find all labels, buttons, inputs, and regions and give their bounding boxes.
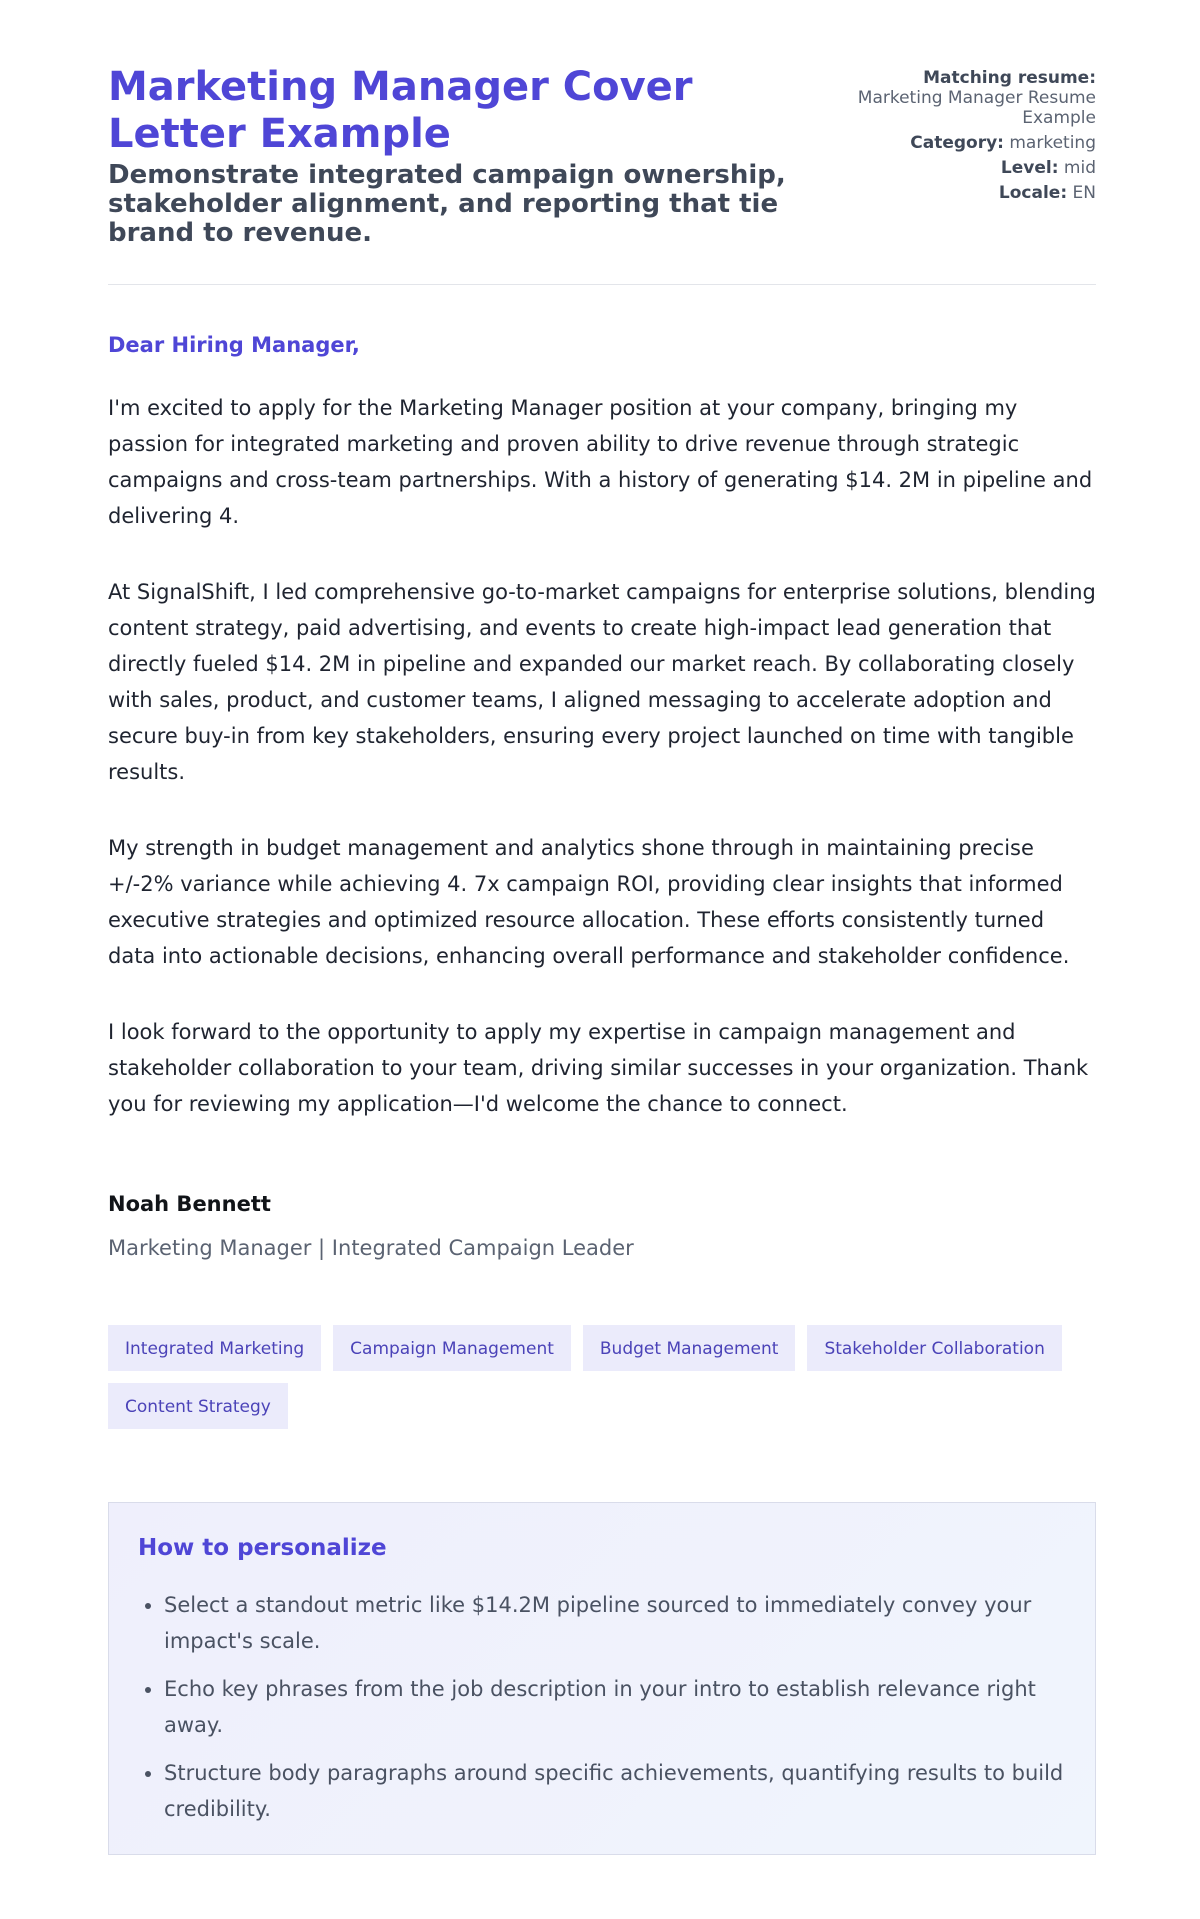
- meta-level: [836, 158, 1096, 178]
- meta-locale-label: Locale:: [998, 183, 1068, 203]
- meta-level-value: mid: [1063, 158, 1096, 178]
- tag-integrated-marketing[interactable]: Integrated Marketing: [108, 1325, 321, 1371]
- signature-title: Marketing Manager | Integrated Campaign Leader: [108, 1236, 634, 1260]
- page-subtitle: Demonstrate integrated campaign ownership, stakeholder alignment, and reporting that tie brand to revenue.: [108, 160, 786, 248]
- meta-matching-resume: [836, 68, 1096, 128]
- personalize-tips-box: [108, 1502, 1096, 1855]
- tips-item: • Echo key phrases from the job description in your intro to establish relevance right away.: [164, 1671, 1084, 1743]
- meta-panel: [836, 68, 1096, 208]
- meta-locale: [836, 183, 1096, 203]
- meta-category: [836, 133, 1096, 153]
- meta-matching-label: Matching resume:: [923, 68, 1096, 88]
- page-title: Marketing Manager Cover Letter Example: [108, 64, 693, 157]
- tag-budget-management[interactable]: Budget Management: [583, 1325, 796, 1371]
- skill-tags: [108, 1325, 1096, 1429]
- letter-paragraph-intro: I'm excited to apply for the Marketing Manager position at your company, bringing my passion for integrated marketing and proven ability to drive revenue through strategic campaigns and cross-team partnerships. With a history of generating $14. 2M in pipeline and delivering 4.: [108, 396, 1093, 528]
- tips-item: • Select a standout metric like $14.2M pipeline sourced to immediately convey your impact's scale.: [164, 1587, 1084, 1659]
- tag-campaign-management[interactable]: Campaign Management: [333, 1325, 571, 1371]
- meta-locale-value: EN: [1072, 183, 1096, 203]
- letter-paragraph-experience: At SignalShift, I led comprehensive go-to-market campaigns for enterprise solutions, blending content strategy, paid advertising, and events to create high-impact lead generation that directly fueled $14. 2M in pipeline and expanded our market reach. By collaborating closely with sales, product, and customer teams, I aligned messaging to accelerate adoption and secure buy-in from key stakeholders, ensuring every project launched on time with tangible results.: [108, 580, 1096, 784]
- signature-name: Noah Bennett: [108, 1192, 271, 1216]
- meta-level-label: Level:: [1000, 158, 1059, 178]
- meta-category-value: marketing: [1009, 133, 1096, 153]
- tag-content-strategy[interactable]: Content Strategy: [108, 1383, 288, 1429]
- tips-heading: How to personalize: [138, 1535, 387, 1561]
- letter-paragraph-closing: I look forward to the opportunity to apply my expertise in campaign management and stakeholder collaboration to your team, driving similar successes in your organization. Thank you for reviewing my application—I'd welcome the chance to connect.: [108, 1020, 1089, 1116]
- tips-list: [138, 1587, 1084, 1839]
- tag-stakeholder-collaboration[interactable]: Stakeholder Collaboration: [807, 1325, 1061, 1371]
- tips-item: • Structure body paragraphs around specific achievements, quantifying results to build credibility.: [164, 1755, 1084, 1827]
- meta-matching-value: Marketing Manager Resume Example: [857, 88, 1096, 128]
- letter-paragraph-strengths: My strength in budget management and analytics shone through in maintaining precise +/-2% variance while achieving 4. 7x campaign ROI, providing clear insights that informed executive strategies and optimized resource allocation. These efforts consistently turned data into actionable decisions, enhancing overall performance and stakeholder confidence.: [108, 836, 1070, 968]
- header-divider: [108, 284, 1096, 285]
- meta-category-label: Category:: [910, 133, 1004, 153]
- page-header: [108, 64, 1096, 284]
- letter-greeting: Dear Hiring Manager,: [108, 333, 360, 357]
- letter-body: [108, 390, 1096, 1162]
